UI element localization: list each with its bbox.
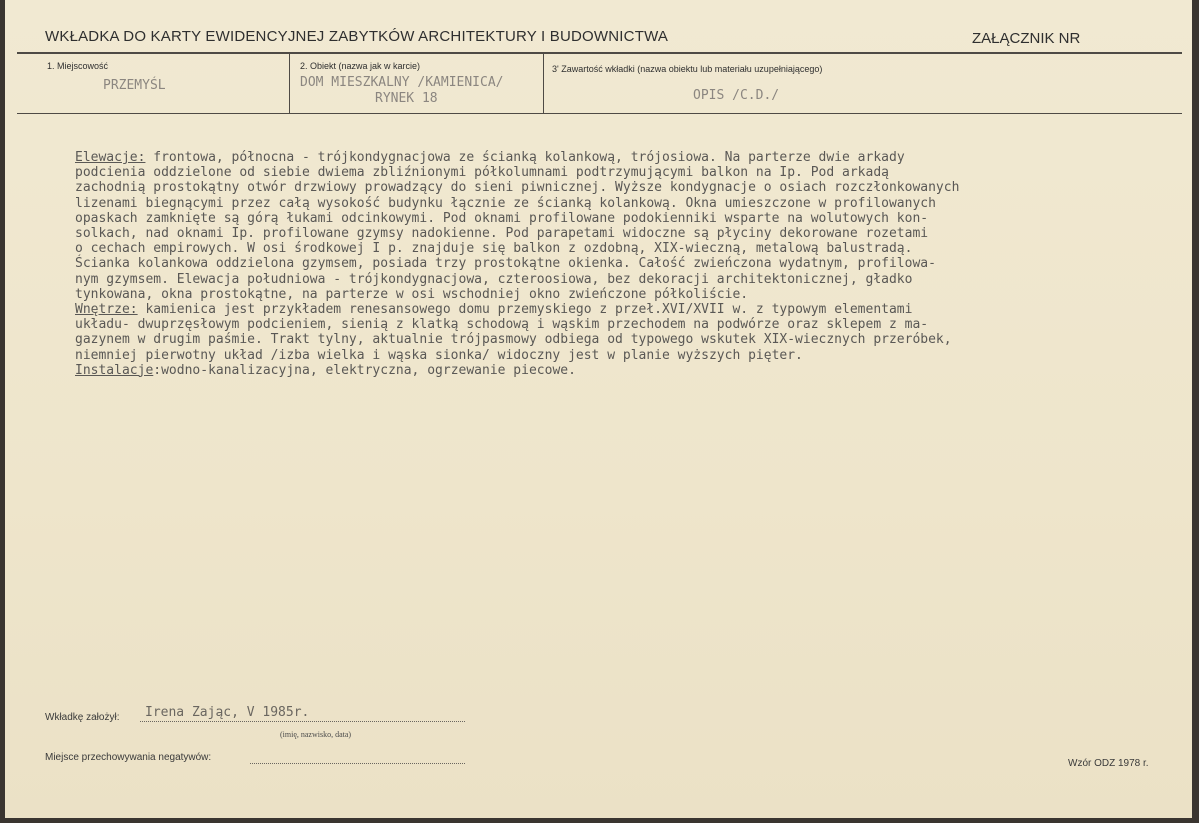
negatives-label: Miejsce przechowywania negatywów:: [45, 752, 212, 763]
form-code: Wzór ODZ 1978 r.: [1068, 758, 1149, 769]
fields-rule: [17, 113, 1182, 114]
locality-value: PRZEMYŚL: [103, 78, 166, 93]
content-label: 3' Zawartość wkładki (nazwa obiektu lub materiału uzupełniającego): [552, 64, 823, 74]
annex-label: ZAŁĄCZNIK NR: [972, 30, 1081, 47]
founded-by-line: [140, 721, 465, 722]
description-line: Wnętrze: kamienica jest przykładem renesansowego domu przemyskiego z przeł.XVI/XVII w. z typowym elementami: [75, 302, 913, 318]
description-line: gazynem w drugim paśmie. Trakt tylny, aktualnie trójpasmowy odbiega od typowego wskutek XIX-wiecznych przeróbek,: [75, 332, 952, 348]
description-line: Ścianka kolankowa oddzielona gzymsem, posiada trzy prostokątne okienka. Całość zwieńczona wydatnym, profilowa-: [75, 256, 936, 272]
card-edge-left: [0, 0, 5, 823]
header-rule: [17, 52, 1182, 54]
description-line: Elewacje: frontowa, północna - trójkondygnacjowa ze ścianką kolankową, trójosiowa. Na parterze dwie arkady: [75, 150, 905, 165]
founded-by-label: Wkładkę założył:: [45, 712, 120, 723]
description-line: nym gzymsem. Elewacja południowa - trójkondygnacjowa, czteroosiowa, bez dekoracji architektonicznej, gładko: [75, 271, 913, 287]
elevations-heading: Elewacje:: [75, 150, 146, 165]
card-edge-bottom: [0, 818, 1199, 823]
description-line: zachodnią prostokątny otwór drzwiowy prowadzący do sieni piwnicznej. Wyższe kondygnacje o osiach rozczłonkowanych: [75, 180, 960, 196]
interior-heading: Wnętrze:: [75, 302, 138, 318]
object-label: 2. Obiekt (nazwa jak w karcie): [300, 61, 421, 71]
locality-label: 1. Miejscowość: [47, 61, 109, 71]
description-line: lizenami biegnącymi przez całą wysokość budynku łącznie ze ścianką kolankową. Okna umieszczone w profilowanych: [75, 195, 936, 211]
field-divider-2: [543, 53, 544, 113]
description-line: układu- dwuprzęsłowym podcieniem, sienią z klatką schodową i wąskim przechodem na podwórze oraz sklepem z ma-: [75, 317, 929, 333]
description-line: podcienia oddzielone od siebie dwiema zbliźnionymi półkolumnami podtrzymującymi balkon na Ip. Pod arkadą: [75, 165, 889, 181]
founded-by-caption: (imię, nazwisko, data): [280, 730, 352, 739]
form-title: WKŁADKA DO KARTY EWIDENCYJNEJ ZABYTKÓW ARCHITEKTURY I BUDOWNICTWA: [45, 28, 669, 45]
object-value-line-2: RYNEK 18: [375, 91, 438, 106]
description-line: niemniej pierwotny układ /izba wielka i wąska sionka/ widoczny jest w planie wyższych pięter.: [75, 347, 803, 363]
negatives-line: [250, 763, 465, 764]
description-text: [75, 150, 1185, 378]
content-value: OPIS /C.D./: [693, 88, 780, 103]
founded-by-value: Irena Zając, V 1985r.: [145, 705, 310, 720]
field-divider-1: [289, 53, 290, 113]
description-line: solkach, nad oknami Ip. profilowane gzymsy nadokienne. Pod parapetami widoczne są płyciny dekorowane rozetami: [75, 226, 929, 242]
description-line: o cechach empirowych. W osi środkowej I p. znajduje się balkon z ozdobną, XIX-wieczną, metalową balustradą.: [75, 241, 913, 257]
card-edge-right: [1192, 0, 1199, 823]
description-line: opaskach zamknięte są górą łukami odcinkowymi. Pod oknami profilowane podokienniki wsparte na wolutowych kon-: [75, 210, 929, 226]
description-line: tynkowana, okna prostokątne, na parterze w osi wschodniej okno zwieńczone półkoliście.: [75, 286, 749, 302]
installations-heading: Instalacje: [75, 362, 154, 378]
description-line: Instalacje:wodno-kanalizacyjna, elektryczna, ogrzewanie piecowe.: [75, 362, 576, 378]
object-value-line-1: DOM MIESZKALNY /KAMIENICA/: [300, 75, 504, 90]
